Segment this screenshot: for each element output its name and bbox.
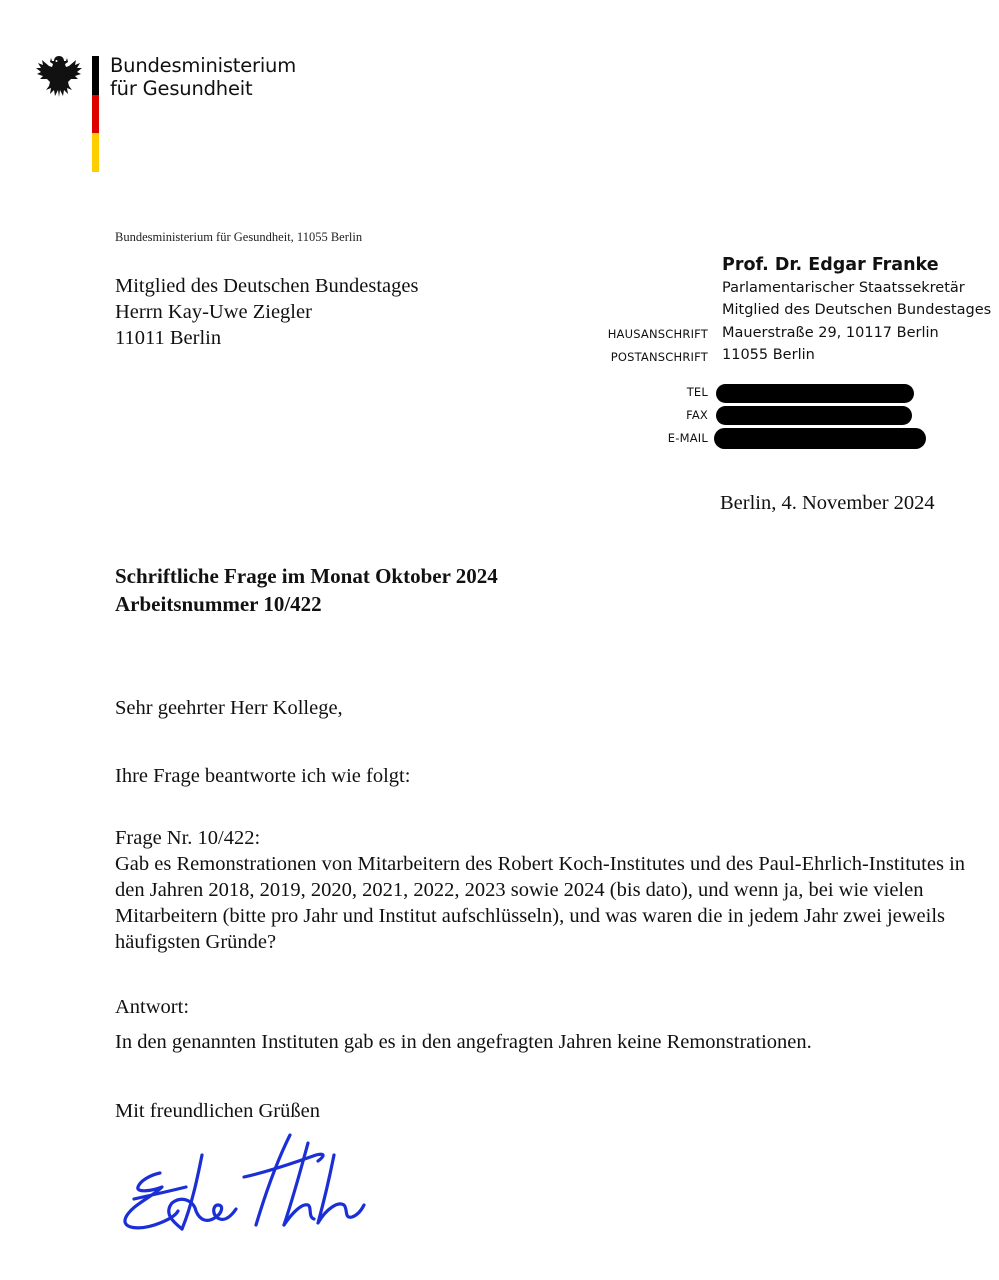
ministry-name-line2: für Gesundheit xyxy=(110,77,253,100)
sender-name: Prof. Dr. Edgar Franke xyxy=(722,255,939,275)
hausanschrift-value: Mauerstraße 29, 10117 Berlin xyxy=(722,325,939,341)
question-text: Gab es Remonstrationen von Mitarbeitern des Robert Koch-Institutes und des Paul-Ehrlich-Institutes in den Jahren 2018, 2019, 2020, 2021, 2022, 2023 sowie 2024 (bis dato), und wenn ja, bei wie vielen Mitarbeitern (bitte pro Jahr und Institut aufschlüsseln), und was waren die in jedem Jahr zwei jeweils häufigsten Gründe? xyxy=(115,853,966,953)
tel-redaction xyxy=(716,384,914,403)
ministry-name-line1: Bundesministerium xyxy=(110,54,297,77)
recipient-line2: Herrn Kay-Uwe Ziegler xyxy=(115,301,312,323)
sender-title: Parlamentarischer Staatssekretär xyxy=(722,280,965,296)
answer-label: Antwort: xyxy=(115,996,190,1018)
recipient-line1: Mitglied des Deutschen Bundestages xyxy=(115,275,419,297)
postanschrift-value: 11055 Berlin xyxy=(722,347,815,363)
tel-label: TEL xyxy=(686,385,708,399)
salutation: Sehr geehrter Herr Kollege, xyxy=(115,697,343,719)
question-label: Frage Nr. 10/422: xyxy=(115,827,261,849)
return-address: Bundesministerium für Gesundheit, 11055 Berlin xyxy=(115,230,363,244)
email-label: E-MAIL xyxy=(667,431,708,445)
federal-eagle-icon xyxy=(34,52,84,100)
recipient-address xyxy=(115,273,418,351)
subject xyxy=(115,562,498,618)
ministry-name xyxy=(110,54,296,100)
recipient-line3: 11011 Berlin xyxy=(115,327,222,349)
flag-black-stripe xyxy=(92,56,99,95)
fax-label: FAX xyxy=(686,408,708,422)
email-redaction xyxy=(714,428,926,449)
handwritten-signature xyxy=(112,1125,372,1275)
answer-text: In den genannten Instituten gab es in den angefragten Jahren keine Remonstrationen. xyxy=(115,1031,812,1053)
fax-redaction xyxy=(716,406,912,425)
postanschrift-label: POSTANSCHRIFT xyxy=(610,350,708,364)
subject-line2: Arbeitsnummer 10/422 xyxy=(115,592,322,616)
german-flag-bar xyxy=(92,56,99,172)
subject-line1: Schriftliche Frage im Monat Oktober 2024 xyxy=(115,564,498,588)
letter-date: Berlin, 4. November 2024 xyxy=(720,492,935,514)
flag-gold-stripe xyxy=(92,133,99,172)
sender-membership: Mitglied des Deutschen Bundestages xyxy=(722,302,992,318)
flag-red-stripe xyxy=(92,95,99,134)
intro-text: Ihre Frage beantworte ich wie folgt: xyxy=(115,765,411,787)
hausanschrift-label: HAUSANSCHRIFT xyxy=(607,327,708,341)
closing: Mit freundlichen Grüßen xyxy=(115,1100,320,1122)
question-block xyxy=(115,825,975,955)
